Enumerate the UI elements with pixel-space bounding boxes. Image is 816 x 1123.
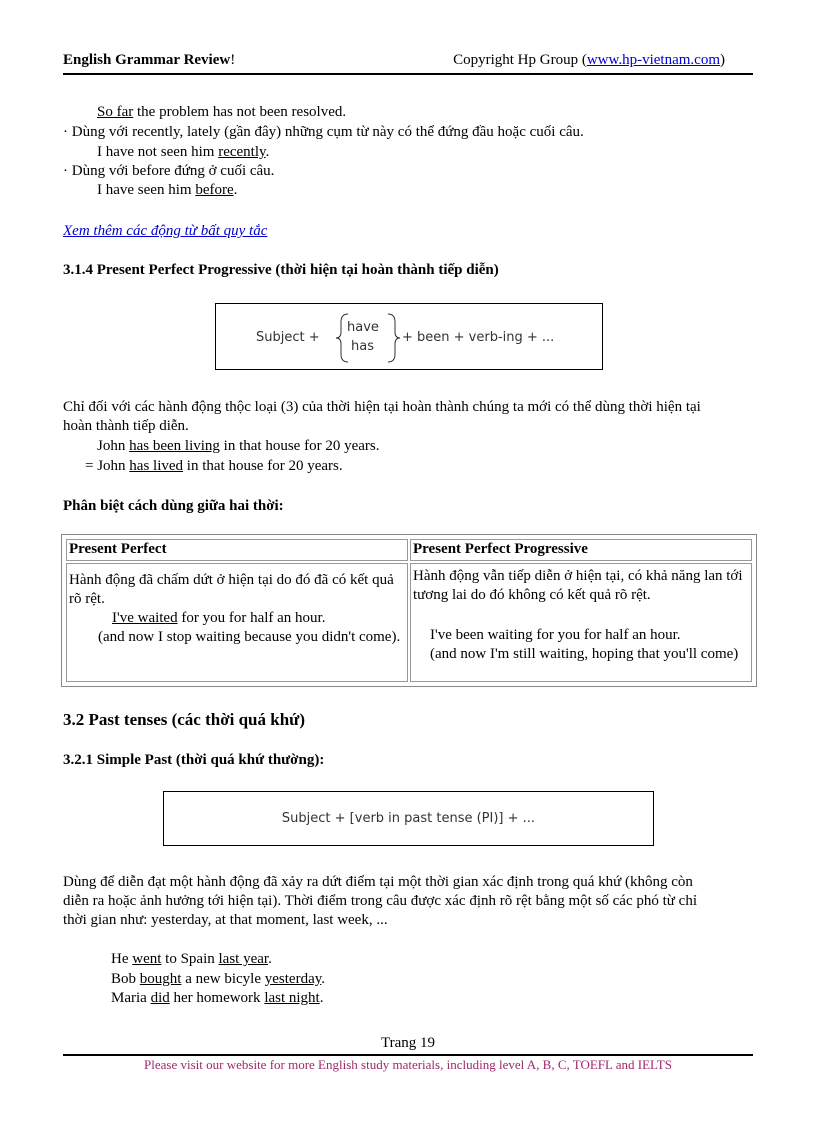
section-314-para-2: hoàn thành tiếp diễn. — [63, 418, 189, 434]
example-went: He went to Spain last year. — [111, 951, 272, 967]
irregular-verbs-link[interactable]: Xem thêm các động từ bất quy tắc — [63, 223, 268, 239]
ppp-example: I've been waiting for you for half an hour. — [430, 627, 681, 643]
formula-opt-have: have — [347, 320, 379, 335]
pp-description: Hành động đã chấm dứt ở hiện tại do đó đã có kết quả rõ rệt. — [69, 572, 394, 607]
website-link[interactable]: www.hp-vietnam.com — [586, 52, 720, 68]
intro-line-1: So far the problem has not been resolved. — [97, 104, 347, 120]
formula-box-321 — [163, 791, 654, 846]
section-314-heading: 3.1.4 Present Perfect Progressive (thời hiện tại hoàn thành tiếp diễn) — [63, 262, 499, 278]
section-314-para-1: Chỉ đối với các hành động thộc loại (3) của thời hiện tại hoàn thành chúng ta mới có thể dùng thời hiện tại — [63, 399, 701, 415]
footer-rule — [63, 1054, 753, 1056]
formula-simple-past: Subject + [verb in past tense (PI)] + ... — [281, 811, 536, 826]
col-head-present-perfect-progressive: Present Perfect Progressive — [410, 539, 752, 561]
intro-line-5: I have seen him before. — [97, 182, 238, 198]
footer-note: Please visit our website for more English study materials, including level A, B, C, TOEFL and IELTS — [144, 1057, 672, 1072]
example-did: Maria did her homework last night. — [111, 990, 324, 1006]
page-number: Trang 19 — [380, 1035, 436, 1051]
section-321-para-2: diễn ra hoặc ảnh hưởng tới hiện tại). Thời điểm trong câu được xác định rõ rệt bằng một số các phó từ chỉ — [63, 893, 697, 909]
section-32-heading: 3.2 Past tenses (các thời quá khứ) — [63, 710, 306, 729]
formula-subject: Subject + — [256, 330, 320, 345]
page-header — [63, 52, 753, 72]
pp-note: (and now I stop waiting because you didn't come). — [98, 629, 401, 645]
cell-present-perfect-progressive — [410, 563, 752, 682]
col-head-present-perfect: Present Perfect — [66, 539, 408, 561]
cell-present-perfect — [66, 563, 408, 682]
intro-line-2: · Dùng với recently, lately (gần đây) những cụm từ này có thể đứng đầu hoặc cuối câu. — [63, 124, 584, 140]
example-has-lived: = John has lived in that house for 20 years. — [85, 458, 343, 474]
formula-opt-has: has — [351, 339, 374, 354]
intro-line-4: · Dùng với before đứng ở cuối câu. — [63, 163, 275, 179]
section-321-heading: 3.2.1 Simple Past (thời quá khứ thường): — [63, 752, 325, 768]
formula-box-314 — [215, 303, 603, 370]
header-title: English Grammar Review! — [63, 52, 236, 68]
header-rule — [63, 73, 753, 75]
pp-example: I've waited for you for half an hour. — [112, 610, 326, 626]
comparison-table — [61, 534, 757, 687]
compare-heading: Phân biệt cách dùng giữa hai thời: — [63, 498, 284, 514]
ppp-note: (and now I'm still waiting, hoping that you'll come) — [430, 646, 739, 662]
formula-rest: + been + verb-ing + ... — [402, 330, 555, 345]
ppp-description: Hành động vẫn tiếp diễn ở hiện tại, có khả năng lan tới tương lai do đó không có kết quả rõ rệt. — [413, 568, 743, 603]
header-copyright: Copyright Hp Group (www.hp-vietnam.com) — [453, 52, 725, 68]
section-321-para-3: thời gian như: yesterday, at that moment, last week, ... — [63, 912, 388, 928]
right-brace-icon — [384, 312, 404, 364]
section-321-para-1: Dùng để diễn đạt một hành động đã xảy ra dứt điểm tại một thời gian xác định trong quá khứ (không còn — [63, 874, 693, 890]
example-has-been-living: John has been living in that house for 20 years. — [97, 438, 380, 454]
example-bought: Bob bought a new bicyle yesterday. — [111, 971, 325, 987]
intro-line-3: I have not seen him recently. — [97, 144, 270, 160]
